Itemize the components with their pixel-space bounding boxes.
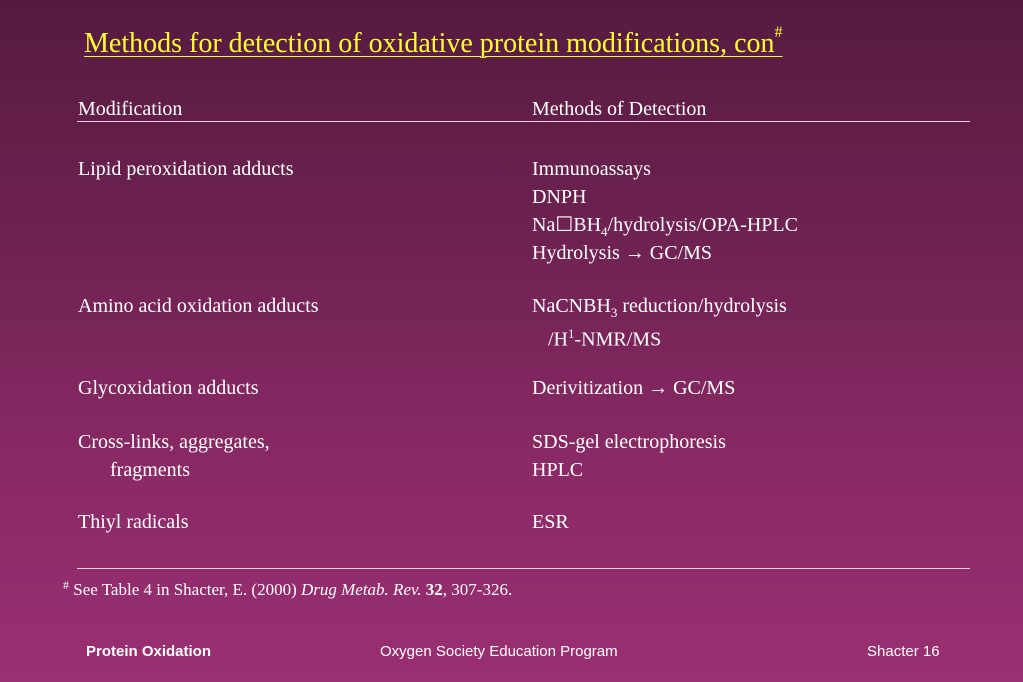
column-header-modification: Modification bbox=[78, 98, 183, 120]
column-header-methods: Methods of Detection bbox=[532, 98, 707, 120]
footnote: # See Table 4 in Shacter, E. (2000) Drug Metab. Rev. 32, 307-326. bbox=[63, 578, 513, 599]
footnote-volume: 32 bbox=[425, 580, 443, 599]
row-modification-crosslinks: Cross-links, aggregates, bbox=[78, 431, 270, 453]
method-hplc: HPLC bbox=[532, 459, 584, 481]
header-divider bbox=[77, 121, 970, 122]
row-modification-thiyl: Thiyl radicals bbox=[78, 511, 189, 533]
footer-center: Oxygen Society Education Program bbox=[380, 643, 618, 660]
footer-page-number: Shacter 16 bbox=[867, 643, 940, 660]
footer-left: Protein Oxidation bbox=[86, 643, 212, 660]
footnote-journal: Drug Metab. Rev. bbox=[300, 580, 422, 599]
page-title: Methods for detection of oxidative protein modifications, con# bbox=[84, 24, 783, 59]
method-sds-gel: SDS-gel electrophoresis bbox=[532, 431, 726, 453]
method-immunoassays: Immunoassays bbox=[532, 158, 651, 180]
method-dnph: DNPH bbox=[532, 186, 587, 208]
method-nabh4: $Na☐BH_4/hydrolysis/OPA$-HPLC bbox=[532, 214, 798, 239]
row-modification-amino-acid: Amino acid oxidation adducts bbox=[78, 295, 319, 317]
footnote-mark: # bbox=[63, 578, 69, 592]
row-modification-lipid: Lipid peroxidation adducts bbox=[78, 158, 294, 180]
title-footnote-mark: # bbox=[774, 24, 783, 41]
method-derivitization: Derivitization → GC/MS bbox=[532, 377, 736, 399]
method-esr: ESR bbox=[532, 511, 569, 533]
row-modification-crosslinks-cont: fragments bbox=[110, 459, 190, 481]
row-modification-glycoxidation: Glycoxidation adducts bbox=[78, 377, 259, 399]
method-hydrolysis-gcms: Hydrolysis → GC/MS bbox=[532, 242, 713, 264]
method-nmr-ms: $/H^1-NMR/MS$ bbox=[548, 326, 662, 351]
table-bottom-divider bbox=[77, 568, 970, 569]
method-nacnbh3: NaCNBH$_3$ reduction/hydrolysis bbox=[532, 295, 787, 320]
